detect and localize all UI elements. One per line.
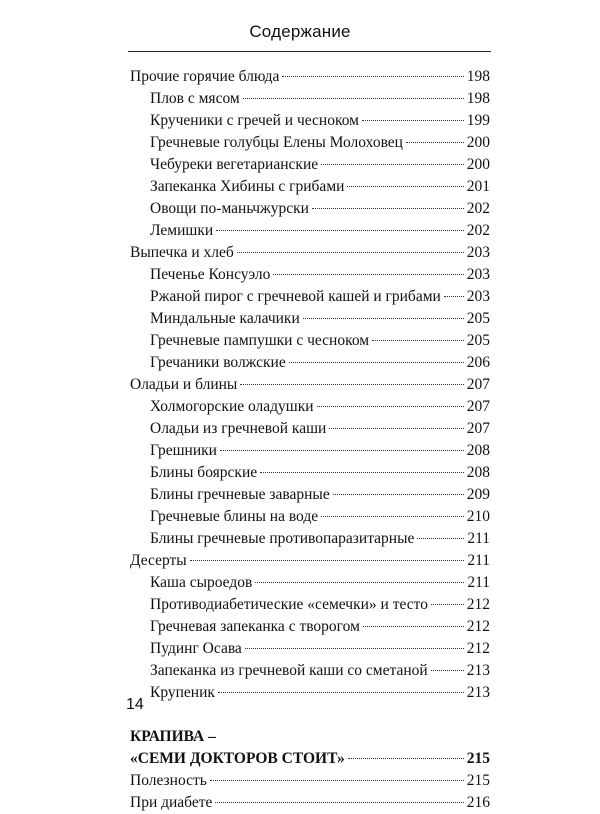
toc-entry (130, 550, 490, 572)
toc-entry-page: 203 (466, 244, 490, 261)
toc-entry-title: Противодиабетические «семечки» и тесто (150, 596, 428, 613)
running-header: Содержание (249, 22, 351, 41)
dot-leader (333, 494, 464, 495)
dot-leader (321, 516, 464, 517)
header-rule (128, 51, 491, 52)
dot-leader (245, 648, 464, 649)
toc-entry-title: Блины гречневые заварные (150, 486, 330, 503)
dot-leader (237, 252, 464, 253)
toc-entry-title: Оладьи и блины (130, 376, 238, 393)
toc-entry-title: Крупеник (150, 684, 215, 701)
toc-entry-page: 201 (466, 178, 490, 195)
toc-entry (130, 484, 490, 506)
toc-entry-page: 199 (466, 112, 490, 129)
dot-leader (417, 538, 464, 539)
dot-leader (303, 318, 464, 319)
dot-leader (190, 560, 465, 561)
section-title-line: КРАПИВА – (130, 728, 216, 745)
toc-entry-page: 207 (466, 376, 490, 393)
dot-leader (363, 626, 464, 627)
toc-entry-title: Оладьи из гречневой каши (150, 420, 327, 437)
toc-entry-page: 213 (466, 684, 490, 701)
dot-leader (240, 384, 463, 385)
toc-entry-title: Гречаники волжские (150, 354, 286, 371)
toc-entry-title: Гречневые пампушки с чесноком (150, 332, 370, 349)
toc-entry-page: 203 (466, 288, 490, 305)
toc-entry (130, 110, 490, 132)
toc-entry (130, 374, 490, 396)
toc-entry-title: Холмогорские оладушки (150, 398, 314, 415)
dot-leader (273, 274, 463, 275)
toc-entry-title: Чебуреки вегетарианские (150, 156, 319, 173)
toc-entry-title: При диабете (130, 794, 213, 811)
dot-leader (243, 98, 464, 99)
toc-entry (130, 330, 490, 352)
toc-entry-page: 200 (466, 156, 490, 173)
toc-entry-page: 207 (466, 420, 490, 437)
toc-entry-page: 207 (466, 398, 490, 415)
dot-leader (312, 208, 464, 209)
toc-entry-title: Гречневые голубцы Елены Молоховец (150, 134, 403, 151)
dot-leader (329, 428, 463, 429)
toc-entry-page: 198 (466, 90, 490, 107)
toc-entry (130, 242, 490, 264)
toc-entry-title: Блины гречневые противопаразитарные (150, 530, 415, 547)
dot-leader (431, 604, 464, 605)
toc-entry-title: Пудинг Осава (150, 640, 242, 657)
toc-entry (130, 176, 490, 198)
dot-leader (321, 164, 464, 165)
dot-leader (431, 670, 464, 671)
toc-entry-page: 198 (466, 68, 490, 85)
toc-entry-title: Грешники (150, 442, 217, 459)
page-number: 14 (126, 696, 144, 713)
toc-entry (130, 572, 490, 594)
dot-leader (215, 802, 463, 803)
toc-entry (130, 528, 490, 550)
toc-entry-page: 215 (466, 772, 490, 789)
dot-leader (260, 472, 464, 473)
toc-entry-title: Запеканка из гречневой каши со сметаной (150, 662, 428, 679)
dot-leader (210, 780, 464, 781)
toc-entry (130, 88, 490, 110)
spacer (130, 704, 490, 726)
toc-entry-page: 209 (466, 486, 490, 503)
toc-entry-page: 205 (466, 332, 490, 349)
toc-entry (130, 462, 490, 484)
dot-leader (444, 296, 464, 297)
dot-leader (220, 450, 464, 451)
toc-entry (130, 264, 490, 286)
toc-entry-title: Гречневая запеканка с творогом (150, 618, 360, 635)
toc-entry-page: 212 (466, 618, 490, 635)
toc-entry-page: 210 (466, 508, 490, 525)
toc-entry-page: 213 (466, 662, 490, 679)
toc-entry-page: 211 (467, 530, 490, 547)
toc-entry-page: 208 (466, 464, 490, 481)
dot-leader (216, 230, 464, 231)
toc-entry-page: 208 (466, 442, 490, 459)
dot-leader (362, 120, 464, 121)
toc-entry-page: 212 (466, 596, 490, 613)
toc-entry-page: 202 (466, 200, 490, 217)
toc-entry (130, 308, 490, 330)
toc-entry (130, 506, 490, 528)
toc-entry (130, 132, 490, 154)
dot-leader (218, 692, 464, 693)
toc-entry-title: Полезность (130, 772, 207, 789)
dot-leader (348, 758, 464, 759)
dot-leader (282, 76, 463, 77)
table-of-contents (130, 66, 490, 814)
toc-entry-title: Выпечка и хлеб (130, 244, 234, 261)
toc-entry-page: 211 (467, 574, 490, 591)
section-title-entry (130, 748, 490, 770)
toc-entry (130, 286, 490, 308)
toc-entry (130, 770, 490, 792)
toc-entry (130, 682, 490, 704)
toc-entry-title: Запеканка Хибины с грибами (150, 178, 345, 195)
toc-entry-title: Печенье Консуэло (150, 266, 271, 283)
toc-entry-page: 203 (466, 266, 490, 283)
dot-leader (372, 340, 464, 341)
toc-entry (130, 594, 490, 616)
section-title-text: «СЕМИ ДОКТОРОВ СТОИТ» (130, 750, 345, 767)
toc-entry (130, 440, 490, 462)
toc-entry (130, 638, 490, 660)
toc-entry-title: Прочие горячие блюда (130, 68, 280, 85)
toc-entry (130, 660, 490, 682)
toc-entry-title: Лемишки (150, 222, 214, 239)
toc-entry (130, 792, 490, 814)
toc-entry (130, 396, 490, 418)
toc-entry (130, 198, 490, 220)
toc-entry (130, 220, 490, 242)
toc-entry-page: 216 (466, 794, 490, 811)
toc-entry-page: 202 (466, 222, 490, 239)
section-page: 215 (466, 750, 490, 767)
toc-entry-title: Миндальные калачики (150, 310, 300, 327)
dot-leader (255, 582, 464, 583)
toc-entry-title: Блины боярские (150, 464, 258, 481)
toc-entry (130, 616, 490, 638)
toc-entry (130, 66, 490, 88)
toc-entry-page: 211 (467, 552, 490, 569)
toc-entry-title: Крученики с гречей и чесноком (150, 112, 359, 129)
dot-leader (347, 186, 463, 187)
toc-entry-page: 212 (466, 640, 490, 657)
toc-entry-title: Каша сыроедов (150, 574, 253, 591)
dot-leader (317, 406, 464, 407)
toc-entry-title: Десерты (130, 552, 187, 569)
toc-entry-title: Плов с мясом (150, 90, 240, 107)
toc-entry (130, 352, 490, 374)
toc-entry-page: 205 (466, 310, 490, 327)
toc-entry-page: 206 (466, 354, 490, 371)
toc-entry-title: Овощи по-маньчжурски (150, 200, 309, 217)
dot-leader (406, 142, 464, 143)
dot-leader (289, 362, 464, 363)
toc-entry-page: 200 (466, 134, 490, 151)
toc-entry-title: Ржаной пирог с гречневой кашей и грибами (150, 288, 441, 305)
toc-entry-title: Гречневые блины на воде (150, 508, 319, 525)
toc-entry (130, 154, 490, 176)
toc-entry (130, 418, 490, 440)
